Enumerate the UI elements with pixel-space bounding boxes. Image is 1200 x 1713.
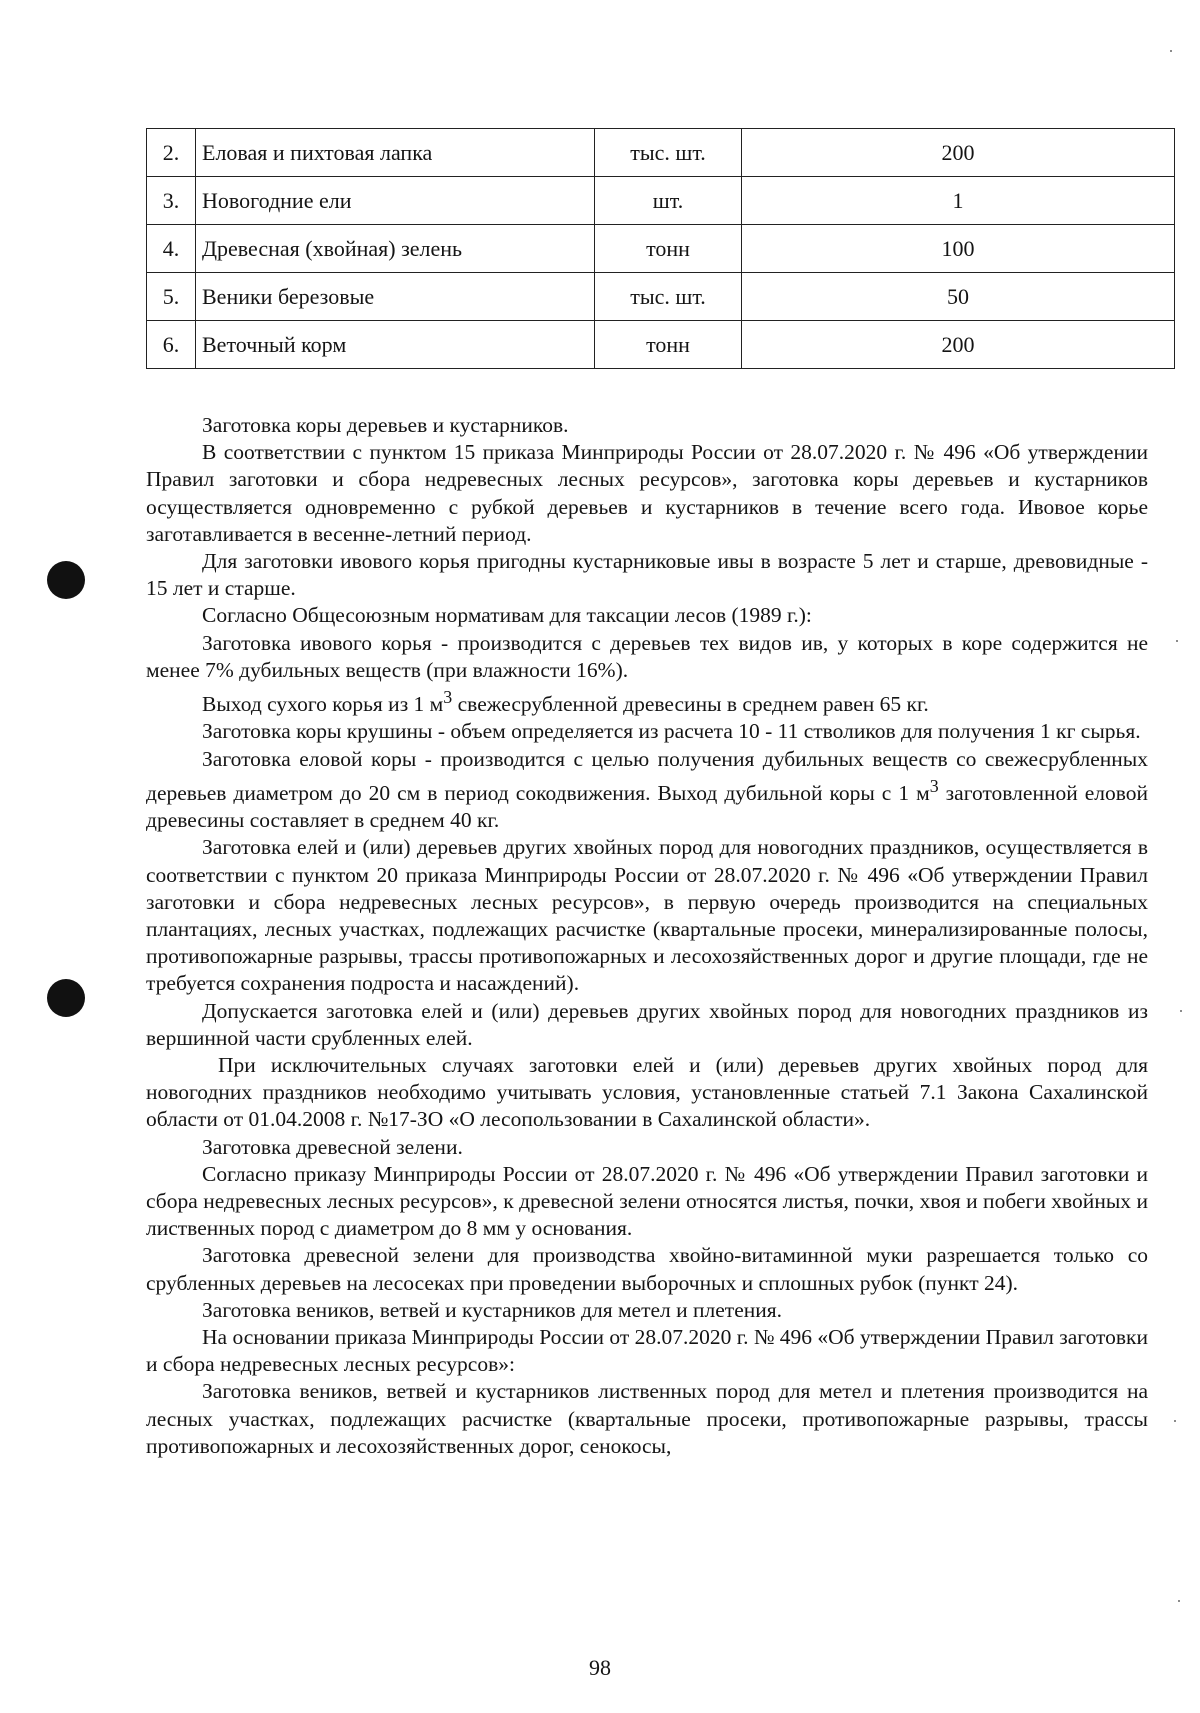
paragraph: Заготовка древесной зелени. <box>202 1134 463 1159</box>
resource-name-cell: Древесная (хвойная) зелень <box>196 225 595 273</box>
resource-name-cell: Еловая и пихтовая лапка <box>196 129 595 177</box>
resources-table <box>146 128 1175 369</box>
scan-speck <box>1174 1420 1176 1422</box>
scan-speck <box>1180 1010 1182 1012</box>
paragraph: Заготовка еловой коры - производится с целью получения дубильных веществ со свежесрубленных деревьев диаметром до 20 см в период сокодвижения. Выход дубильной коры с 1 $м^3$ заготовленной еловой древесины составляет в среднем 40 кг. <box>146 746 1148 833</box>
table-row <box>147 273 1175 321</box>
row-number-cell: 5. <box>147 273 196 321</box>
paragraph: Для заготовки ивового корья пригодны кустарниковые ивы в возрасте 5 лет и старше, древовидные - 15 лет и старше. <box>146 549 1148 601</box>
paragraph: Заготовка веников, ветвей и кустарников для метел и плетения. <box>202 1297 783 1322</box>
resource-name-cell: Новогодние ели <box>196 177 595 225</box>
row-number-cell: 4. <box>147 225 196 273</box>
scan-speck <box>1178 1600 1180 1602</box>
paragraph: Согласно приказу Минприроды России от 28.07.2020 г. № 496 «Об утверждении Правил заготовки и сбора недревесных лесных ресурсов», к древесной зелени относятся листья, почки, хвоя и побеги хвойных и лиственных пород с диаметром до 8 мм у основания. <box>146 1161 1148 1241</box>
paragraph: Согласно Общесоюзным нормативам для таксации лесов (1989 г.): <box>202 603 812 628</box>
row-number-cell: 3. <box>147 177 196 225</box>
paragraph: Выход сухого корья из 1 $м^3$ свежесрубленной древесины в среднем равен 65 кг. <box>202 687 929 717</box>
volume-cell: 100 <box>742 225 1175 273</box>
unit-cell: тыс. шт. <box>595 129 742 177</box>
page-number: 98 <box>589 1655 611 1680</box>
unit-cell: шт. <box>595 177 742 225</box>
table-row <box>147 177 1175 225</box>
scan-speck <box>1170 50 1172 52</box>
table-row <box>147 321 1175 369</box>
binder-hole-mark <box>47 979 85 1017</box>
volume-cell: 1 <box>742 177 1175 225</box>
paragraph: В соответствии с пунктом 15 приказа Минприроды России от 28.07.2020 г. № 496 «Об утверждении Правил заготовки и сбора недревесных лесных ресурсов», заготовка коры деревьев и кустарников осуществляется одновременно с рубкой деревьев и кустарников в течение всего года. Ивовое корье заготавливается в весенне-летний период. <box>146 440 1148 546</box>
paragraph: Заготовка елей и (или) деревьев других хвойных пород для новогодних праздников, осуществляется в соответствии с пунктом 20 приказа Минприроды России от 28.07.2020 г. № 496 «Об утверждении Правил заготовки и сбора недревесных лесных ресурсов», в первую очередь производится на специальных плантациях, лесных участках, подлежащих расчистке (квартальные просеки, минерализированные полосы, противопожарные разрывы, трассы противопожарных и лесохозяйственных дорог и другие площади, где не требуется сохранения подроста и насаждений). <box>146 835 1148 996</box>
unit-cell: тонн <box>595 321 742 369</box>
paragraph: Заготовка веников, ветвей и кустарников лиственных пород для метел и плетения производится на лесных участках, подлежащих расчистке (квартальные просеки, противопожарные разрывы, трассы противопожарных и лесохозяйственных дорог, сенокосы, <box>146 1379 1148 1458</box>
resource-name-cell: Веники березовые <box>196 273 595 321</box>
row-number-cell: 6. <box>147 321 196 369</box>
unit-cell: тонн <box>595 225 742 273</box>
paragraph: На основании приказа Минприроды России от 28.07.2020 г. № 496 «Об утверждении Правил заготовки и сбора недревесных лесных ресурсов»: <box>146 1325 1149 1377</box>
table-row <box>147 225 1175 273</box>
table-row <box>147 129 1175 177</box>
paragraph: При исключительных случаях заготовки елей и (или) деревьев других хвойных пород для новогодних праздников необходимо учитывать условия, установленные статьей 7.1 Закона Сахалинской области от 01.04.2008 г. №17-ЗО «О лесопользовании в Сахалинской области». <box>146 1052 1148 1132</box>
paragraph: Допускается заготовка елей и (или) деревьев других хвойных пород для новогодних праздников из вершинной части срубленных елей. <box>146 998 1148 1050</box>
paragraph: Заготовка ивового корья - производится с деревьев тех видов ив, у которых в коре содержится не менее 7% дубильных веществ (при влажности 16%). <box>146 630 1148 682</box>
volume-cell: 200 <box>742 129 1175 177</box>
body-text <box>146 412 1148 1460</box>
resource-name-cell: Веточный корм <box>196 321 595 369</box>
volume-cell: 50 <box>742 273 1175 321</box>
scan-speck <box>1176 640 1178 642</box>
volume-cell: 200 <box>742 321 1175 369</box>
paragraph: Заготовка коры крушины - объем определяется из расчета 10 - 11 стволиков для получения 1 кг сырья. <box>202 719 1141 744</box>
binder-hole-mark <box>47 561 85 599</box>
paragraph: Заготовка коры деревьев и кустарников. <box>202 413 569 437</box>
row-number-cell: 2. <box>147 129 196 177</box>
paragraph: Заготовка древесной зелени для производства хвойно-витаминной муки разрешается только со срубленных деревьев на лесосеках при проведении выборочных и сплошных рубок (пункт 24). <box>146 1243 1148 1295</box>
resources-table-body <box>147 129 1175 369</box>
unit-cell: тыс. шт. <box>595 273 742 321</box>
